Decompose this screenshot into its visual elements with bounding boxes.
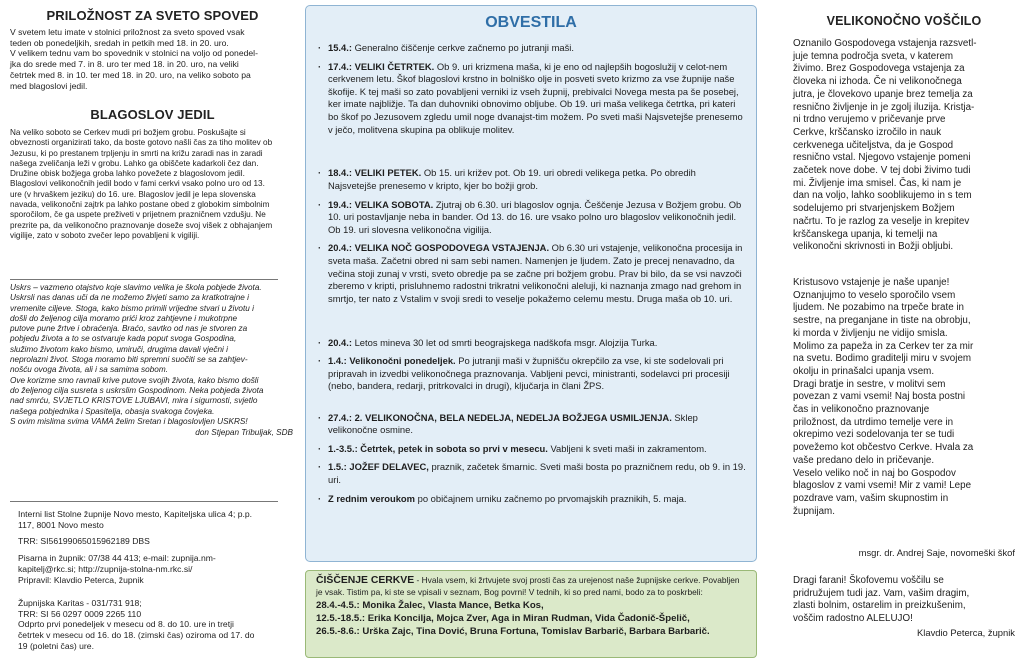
croatian-line: našega pobjednika i Spasitelja, obasja svakoga čovjeka. xyxy=(10,406,215,416)
ciscenje-row: 12.5.-18.5.: Erika Koncilja, Mojca Zver, Aga in Miran Rudman, Vida Čadonič-Špelič, xyxy=(316,612,690,624)
voscilo-paragraph-1 xyxy=(793,38,1015,254)
croatian-line: pobjedu života a to se ostvaruje kada poput svoga Gospodina, xyxy=(10,334,237,344)
voscilo-line: začetek nove dobe. V tej dobi živimo tudi xyxy=(793,165,971,177)
jedil-line: Družine obisk božjega groba lahko povežete z blagoslovom jedil. xyxy=(10,169,245,179)
obvestilo-item xyxy=(318,61,746,137)
voscilo-title: VELIKONOČNO VOŠČILO xyxy=(826,14,982,28)
divider xyxy=(10,279,278,280)
voscilo-line: Oznanjujmo to veselo sporočilo vsem xyxy=(793,289,956,301)
karitas-line: četrtek v mesecu od 16. do 18. (zimski čas) oziroma od 17. do xyxy=(18,630,255,641)
obvestilo-heading: 19.4.: VELIKA SOBOTA. xyxy=(328,198,434,210)
voscilo-line: ki morda v življenju ne vidijo smisla. xyxy=(793,327,948,339)
spoved-line: četrtek med 8. in 10. ter med 18. in 20. uro, na veliko soboto pa xyxy=(10,69,251,80)
ciscenje-title: ČIŠČENJE CERKVE xyxy=(316,575,415,586)
obvestilo-body: Vabljeni k sveti maši in zakramentom. xyxy=(547,442,707,454)
obvestilo-item xyxy=(318,42,746,55)
voscilo-line: čas in velikonočno praznovanje xyxy=(793,404,930,416)
ciscenje-row: 26.5.-8.6.: Urška Zajc, Tina Dović, Bruna Fortuna, Tomislav Barbarič, Barbara Barbarič. xyxy=(316,625,710,637)
obvestilo-heading: 15.4.: xyxy=(328,42,352,53)
voscilo-line: priložnost, da utrdimo temelje vere in xyxy=(793,416,954,428)
jedil-line: našega zveličanja leži v grobu. Lahko ga obiščete kadarkoli čez dan. xyxy=(10,158,259,168)
bullet-icon: · xyxy=(318,336,322,348)
voscilo-line: okrepimo vezi sodelovanja ter se tudi xyxy=(793,429,955,441)
obvestilo-heading: 20.4.: VELIKA NOČ GOSPODOVEGA VSTAJENJA. xyxy=(328,242,550,254)
voscilo-line: juje temna področja sveta, v katerem xyxy=(793,50,954,62)
bullet-icon: · xyxy=(318,60,322,72)
karitas-line: Župnijska Karitas - 031/731 918; xyxy=(18,598,142,608)
info-line: Pisarna in župnik: 07/38 44 413; e-mail: zupnija.nm- xyxy=(18,553,216,564)
ciscenje-intro xyxy=(316,575,748,597)
obvestilo-item xyxy=(318,493,746,506)
voscilo-line: povezan z vami vsemi! Naj bosta postni xyxy=(793,391,966,403)
ciscenje-box xyxy=(305,570,757,658)
obvestilo-item xyxy=(318,412,746,437)
obvestilo-text xyxy=(328,199,746,237)
croatian-line: S ovim mislima svima VAMA želim Sretan i blagoslovljen USKRS! xyxy=(10,416,248,426)
obvestilo-heading: 1.5.: JOŽEF DELAVEC, xyxy=(328,461,429,473)
voscilo-line: Dragi farani! Škofovemu voščilu se xyxy=(793,575,944,586)
info-line: kapitelj@rkc.si; http://zupnija-stolna-nm.rkc.si/ xyxy=(18,563,193,574)
jedil-line: sporočilom, če ga uspete preživeti v prijetnem prazničnem vzdušju. Ne xyxy=(10,210,266,220)
voscilo-line: ljudem. Ne pozabimo na trpeče brate in xyxy=(793,302,964,314)
voscilo-line: sestre, na preganjane in tiste na obrobju, xyxy=(793,315,971,327)
spoved-line: V velikem tednu vam bo spovednik v stolnici na voljo od ponedel- xyxy=(10,48,258,59)
voscilo-line: Dragi bratje in sestre, v molitvi sem xyxy=(793,378,946,390)
divider xyxy=(10,501,278,502)
obvestilo-item xyxy=(318,242,746,305)
voscilo-line: krščanskega upanja, ki temelji na xyxy=(793,228,938,240)
obvestilo-body: po običajnem urniku začnemo po prvomajskih praznikih, 5. maja. xyxy=(415,492,687,504)
croatian-line: došli do željenog cilja moramo prići kroz zahtjevne i mukotrpne xyxy=(10,313,238,323)
obvestilo-text xyxy=(328,61,746,137)
voscilo-line: pozdrave vam, vašim skupnostim in xyxy=(793,492,949,504)
obvestilo-item xyxy=(318,443,746,456)
voscilo-line: velikonočni skrivnosti in Božji obljubi. xyxy=(793,241,954,253)
croatian-line: služimo životom kako bismo, umiruči, drugima davali vječni i xyxy=(10,344,228,354)
croatian-line: nošću ovoga života, ali i sa samima sobom. xyxy=(10,365,168,375)
karitas-line: Odprto prvi ponedeljek v mesecu od 8. do 10. ure in tretji xyxy=(18,619,234,630)
bullet-icon: · xyxy=(318,442,322,454)
jedil-line: ure (v hrvaškem jeziku) do 16. ure. Blagoslov jedil je lepa slovenska xyxy=(10,189,256,199)
jedil-line: obveznosti organizirati tako, da boste gotovo našli čas za tiho molitev ob xyxy=(10,138,273,148)
voscilo-line: mi. Življenje ima smisel. Čas, ki nam je xyxy=(793,177,962,189)
voscilo-line: blagoslov z vami vsemi! Mir z vami! Lepe xyxy=(793,480,972,492)
voscilo-line: živimo. Brez Gospodovega vstajenja za xyxy=(793,63,965,75)
ciscenje-rows xyxy=(316,600,748,638)
jedil-line: Blagoslovi velikonočnih jedil bodo v fami cerkvi vsako polno uro od 13. xyxy=(10,179,265,189)
obvestilo-body: Po jutranji maši v župnišču okrepčilo za vse, ki ste sodelovali pri pripravah in izvedbi velikonočnega praznovanja. Vabljeni pevci, ministranti, sodelavci pri procesiji (nebo, bandera, redarji, pritrkovalci in drugi), ključarja in člani ŽPS. xyxy=(328,355,730,392)
info-line: TRR: SI56199065015962189 DBS xyxy=(18,536,150,547)
obvestilo-heading: 1.4.: Velikonočni ponedeljek. xyxy=(328,355,456,367)
bullet-icon: · xyxy=(318,167,322,179)
croatian-line: Uskrsli nas danas uči da ne možemo živjeti samo za kratkotrajne i xyxy=(10,293,249,303)
obvestilo-item xyxy=(318,199,746,237)
obvestila-box xyxy=(305,5,757,562)
obvestilo-text xyxy=(328,337,746,350)
voscilo-line: zlasti bolnim, ostarelim in preizkušenim, xyxy=(793,600,966,612)
bullet-icon: · xyxy=(318,355,322,367)
publication-info xyxy=(18,509,295,585)
spoved-line: med blagoslovi jedil. xyxy=(10,80,88,91)
voscilo-line: župnijam. xyxy=(793,505,835,517)
spoved-line: teden ob ponedeljkih, sredah in petkih med 18. in 20. uro. xyxy=(10,37,229,48)
voscilo-line: dan na voljo, lahko sooblikujemo in s tem xyxy=(793,190,972,202)
ciscenje-intro-text: - Hvala vsem, ki žrtvujete svoj prosti čas za urejenost naše župnijske cerkve. Povabljen je vsak. Tistim pa, ki ste se vpisali v seznam, Bog povrni! V tednih, ki so pred nami, bodo za to poskrbeli: xyxy=(316,575,740,597)
karitas-info xyxy=(18,598,295,652)
bullet-icon: · xyxy=(318,42,322,53)
obvestilo-item xyxy=(318,337,746,350)
obvestilo-heading: 17.4.: VELIKI ČETRTEK. xyxy=(328,60,435,72)
jedil-line: prezrite pa, da velikonočno praznovanje doseže svoj višek z obhajanjem xyxy=(10,220,273,230)
obvestila-title: OBVESTILA xyxy=(485,14,577,31)
obvestilo-item xyxy=(318,461,746,486)
bullet-icon: · xyxy=(318,461,322,473)
voscilo-line: človeka ni izhoda. Če ni velikonočnega xyxy=(793,76,962,88)
priest-signature: Klavdio Peterca, župnik xyxy=(917,627,1015,638)
info-line: Interni list Stolne župnije Novo mesto, Kapiteljska ulica 4; p.p. xyxy=(18,509,253,519)
karitas-line: 19 (poletni čas) ure. xyxy=(18,640,94,651)
obvestilo-heading: 27.4.: 2. VELIKONOČNA, BELA NEDELJA, NEDELJA BOŽJEGA USMILJENJA. xyxy=(328,411,672,423)
obvestilo-heading: 1.-3.5.: Četrtek, petek in sobota so prvi v mesecu. xyxy=(328,442,548,454)
obvestilo-text xyxy=(328,412,746,437)
bullet-icon: · xyxy=(318,411,322,423)
obvestilo-text xyxy=(328,42,746,55)
croatian-line: Ove korizme smo ravnali krive putove svojih života, kako bismo došli xyxy=(10,375,259,385)
bullet-icon: · xyxy=(318,198,322,210)
obvestilo-text xyxy=(328,355,746,393)
voscilo-line: Kristusovo vstajenje je naše upanje! xyxy=(793,277,950,288)
voscilo-line: pridružujem tudi jaz. Vam, vašim dragim, xyxy=(793,587,970,599)
voscilo-line: jutra, je človekovo upanje brez temelja za xyxy=(793,88,973,100)
obvestilo-item xyxy=(318,355,746,393)
croatian-signature: don Stjepan Tribuljak, SDB xyxy=(195,428,293,437)
jedil-line: Na veliko soboto se Cerkev mudi pri božjem grobu. Poskušajte si xyxy=(10,128,246,137)
voscilo-line: ni trdno verujemo v pričevanje prve xyxy=(793,114,946,126)
jedil-line: Jezusu, ki po prestanem trpljenju in smrti na križu zaradi nas in zaradi xyxy=(10,148,263,158)
voscilo-line: resnično življenje in je zgolj iluzija. Kristja- xyxy=(793,101,975,113)
voscilo-line: cerkvenega učiteljstva, da je Gospod xyxy=(793,139,954,151)
info-line: Pripravil: Klavdio Peterca, župnik xyxy=(18,574,144,585)
croatian-line: neprolazni život. Stoga moramo biti spremni suočiti se sa zahtjev- xyxy=(10,355,248,365)
obvestilo-text xyxy=(328,167,746,192)
obvestilo-body: praznik, začetek šmarnic. Sveti maši bosta po prazničnem redu, ob 9. in 19. uri. xyxy=(328,461,746,485)
obvestilo-body: Ob 15. uri križev pot. Ob 19. uri obredi velikega petka. Po obredih Najsvetejše prenesemo v kripto, kjer bo božji grob. xyxy=(328,167,696,191)
obvestilo-body: Generalno čiščenje cerkve začnemo po jutranji maši. xyxy=(351,42,574,53)
croatian-line: nad smrću, SVJETLO KRISTOVE LJUBAVI, mira i sigurnosti, svjetlo xyxy=(10,396,258,406)
jedil-text xyxy=(10,128,295,241)
voscilo-paragraph-3 xyxy=(793,575,1015,626)
croatian-line: do željenog cilja susreta s uskrslim Gospodinom. Neka pobjeda života xyxy=(10,385,264,395)
voscilo-line: Oznanilo Gospodovega vstajenja razsvetl- xyxy=(793,38,977,49)
obvestilo-body: Sklep velikonočne osmine. xyxy=(328,411,698,436)
obvestilo-body: Zjutraj ob 6.30. uri blagoslov ognja. Češčenje Jezusa v Božjem grobu. Ob 10. uri postavljanje neba in bander. Od 13. do 16. ure vsako polno uro blagoslov velikonočnih jedil. Ob 19. uri slovesna velikonočna vigilija. xyxy=(328,198,742,235)
info-line: 117, 8001 Novo mesto xyxy=(18,519,104,530)
voscilo-line: Veselo veliko noč in naj bo Gospodov xyxy=(793,467,956,479)
obvestilo-heading: 20.4.: xyxy=(328,336,352,348)
voscilo-paragraph-2 xyxy=(793,277,1015,518)
obvestilo-heading: Z rednim veroukom xyxy=(328,492,415,504)
voscilo-line: sodelujemo pri stvarjenjskem Božjem xyxy=(793,203,955,215)
jedil-line: vigilije, zato v soboto zvečer lepo povabljeni k vigiliji. xyxy=(10,230,200,240)
bullet-icon: · xyxy=(318,492,322,504)
obvestilo-heading: 18.4.: VELIKI PETEK. xyxy=(328,167,422,179)
karitas-line: TRR: SI 56 0297 0009 2265 110 xyxy=(18,608,142,619)
jedil-line: navada, velikonočni zajtrk pa lahko postane obed z globokim simbolnim xyxy=(10,200,270,210)
croatian-line: putove pune žrtve i obraćenja. Braćo, savtko od nas je stvoren za xyxy=(10,324,248,334)
voscilo-line: okolju in prinašalci upanja vsem. xyxy=(793,365,935,377)
voscilo-line: voščim radostno ALELUJO! xyxy=(793,613,913,625)
obvestilo-item xyxy=(318,167,746,192)
obvestilo-text xyxy=(328,443,746,456)
spoved-text xyxy=(10,27,295,91)
voscilo-line: načrtu. To je razlog za veselje in krepitev xyxy=(793,215,970,227)
obvestilo-body: Ob 6.30 uri vstajenje, velikonočna procesija in sveta maša. Začetni obred ni sam sebi namen. Namenjen je ljudem. Zato je precej nenavadno, da večina stoji zunaj v vrsti, sveto obredje pa se začne pri božjem grobu. Prav bi bilo, da se vsi navzoči zberemo v kripti, prisluhnemo radostni trikratni velikonočni aleluji, ki naznanja zmago nad grehom in smrtjo, ter nato z Vstalim v svoji sredi to veselje pokažemo celemu mestu. Druga maša ob 10. uri. xyxy=(328,242,743,304)
bishop-signature: msgr. dr. Andrej Saje, novomeški škof xyxy=(858,547,1015,558)
voscilo-line: Cerkve, krščansko izročilo in nauk xyxy=(793,126,942,138)
obvestilo-text xyxy=(328,461,746,486)
croatian-text xyxy=(10,283,295,427)
voscilo-line: na svetu. Bodimo graditelji miru v svojem xyxy=(793,353,972,365)
voscilo-line: resnično vstal. Njegovo vstajenje pomeni xyxy=(793,152,971,164)
voscilo-line: povežemo kot občestvo Cerkve. Hvala za xyxy=(793,442,974,454)
spoved-line: jka do srede med 7. in 8. uro ter med 18. in 20. uro, na veliki xyxy=(10,59,239,70)
jedil-title: BLAGOSLOV JEDIL xyxy=(90,107,215,122)
croatian-line: vremenite ciljeve. Stoga, kako bismo primili vrijedne stvari u životu i xyxy=(10,303,254,313)
ciscenje-row: 28.4.-4.5.: Monika Žalec, Vlasta Mance, Betka Kos, xyxy=(316,600,544,611)
voscilo-line: vaše predano delo in pričevanje. xyxy=(793,454,935,466)
obvestilo-body: Letos mineva 30 let od smrti beograjskega nadškofa msgr. Alojzija Turka. xyxy=(351,336,658,348)
bullet-icon: · xyxy=(318,242,322,254)
obvestilo-text xyxy=(328,493,746,506)
spoved-line: V svetem letu imate v stolnici priložnost za sveto spoved vsak xyxy=(10,27,245,37)
obvestilo-text xyxy=(328,242,746,305)
spoved-title: PRILOŽNOST ZA SVETO SPOVED xyxy=(46,8,259,23)
voscilo-line: Molimo za papeža in za Cerkev ter za mir xyxy=(793,340,974,352)
obvestilo-body: Ob 9. uri krizmena maša, ki je eno od najlepših bogoslužij v celot-nem cerkvenem letu. Škof blagoslovi krstno in bolniško olje in posveti sveto krizmo za vse župnije naše škofije. K tej maši so zato povabljeni verniki iz vseh župnij, prebivalci Novega mesta pa še posebej, ker imate najbližje. Ta dan duhovniki obnovimo obljube. Ob 19. uri maša velikega četrtka, pri kateri bo škof po Jezusovem zgledu umil noge dvanajst-tim možem. Po sveti maši Najsvetejše prenesemo v ječo, molitvena skupina pa oblikuje molitev. xyxy=(328,60,743,135)
croatian-line: Uskrs – vazmeno otajstvo koje slavimo velika je škola pobjede života. xyxy=(10,283,262,292)
